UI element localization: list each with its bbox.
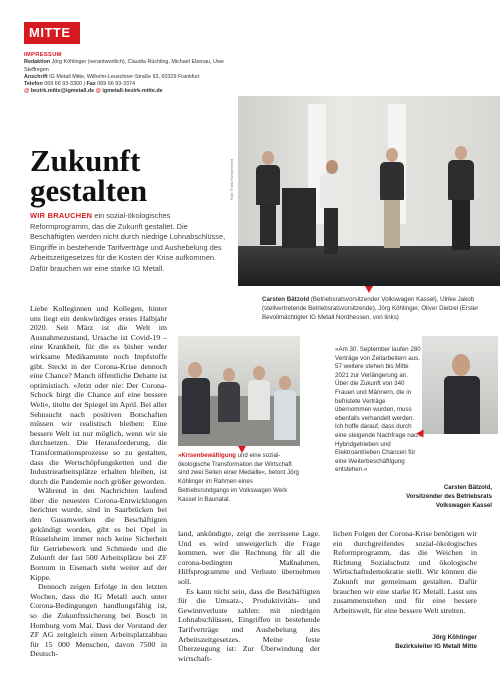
- fax-label: Fax: [86, 81, 96, 88]
- paragraph: Liebe Kolleginnen und Kollegen, hinter uns liegt ein denkwürdiges erstes Halbjahr 2020. Seit März ist die Welt im Ausnahmezustand, Ursache ist Covid-19 – eine Krankheit, für die es bisher weder wirksame Medikamente noch Impfstoffe gibt. Steckt in der Corona-Krise dennoch eine Chance? Manch öffentliche Debatte ist optimistisch. »Jetzt oder nie: Der Corona-Schock birgt die Chance auf eine bessere Welt«, titelte der Spiegel im April. Bei aller Sehnsucht nach positiven Botschaften müssen wir realistisch bleiben: Eine bessere Welt ist nur möglich, wenn wir sie durchsetzen. Die Herausforderung, die Transformationsprozesse so zu gestalten, dass die Wertschöpfungsketten und die Industriearbeitsplätze erhalten bleiben, ist durch die Pandemie noch größer geworden.: [30, 304, 167, 486]
- paragraph: land, ankündigte, zeigt die zerrissene Lage. Und es wird unweigerlich die Frage kommen, wer die Rechnung für all die corona-bedingten Maßnahmen, Hilfsprogramme und Verluste übernehmen soll.: [178, 529, 320, 586]
- article-lead: [30, 211, 230, 274]
- lectern: [282, 188, 316, 248]
- caption-name: Carsten Bätzold: [262, 296, 310, 303]
- photo-credit: Foto: Frank Rumpenhorst: [230, 159, 234, 200]
- paragraph: Es kann nicht sein, dass die Beschäftigten für die Umsatz-, Produktivitäts- und Gewinnverluste zahlen: mit niedrigen Lohnabschlüssen, Eingriffen in bestehende Tarifverträge und Aushebelung des Arbeitszeitgesetzes. Meine feste Überzeugung ist: Zur Überwindung der wirtschaft-: [178, 586, 320, 663]
- anschrift-label: Anschrift: [24, 73, 48, 80]
- impressum-heading: IMPRESSUM: [24, 52, 62, 58]
- paragraph: Dennoch zeigen Erfolge in den letzten Wochen, dass die IG Metall auch unter Corona-Bedingungen handlungsfähig ist, so die Zukunftssicherung bei Bosch in Homburg vom Mai. Dass der Vorstand der ZF AG zeitgleich einen Arbeitsplatzabbau für 15 000 Menschen, davon 7500 in Deutsch-: [30, 582, 167, 659]
- web-link[interactable]: igmetall-bezirk-mitte.de: [102, 88, 163, 95]
- section-label: MITTE: [29, 25, 71, 40]
- quote-author: Carsten Bätzold,: [443, 484, 492, 491]
- anschrift-text: IG Metall Mitte, Wilhelm-Leuschner-Straße 93, 60329 Frankfurt: [49, 73, 200, 80]
- author-signature: [340, 633, 477, 651]
- signature-role: Bezirksleiter IG Metall Mitte: [395, 643, 477, 650]
- telefon-text: 069 66 93-3300: [44, 81, 83, 88]
- email-link[interactable]: bezirk.mitte@igmetall.de: [30, 88, 95, 95]
- lead-highlight: WIR BRAUCHEN: [30, 211, 93, 220]
- caption-text: (Betriebsratsvorsitzender Volkswagen Kassel), Ulrike Jakob (stellvertretende Betriebsratsvorsitzende), Jörg Köhlinger, Oliver Dietzel (Erster Bevollmächtigter IG Metall Nordhessen, von links): [262, 296, 479, 321]
- title-line-2: gestalten: [30, 173, 148, 208]
- tour-photo: [178, 336, 300, 446]
- caption-highlight: »Krisenbewältigung: [178, 452, 236, 459]
- impressum: IMPRESSUM Redaktion Jörg Köhlinger (verantwortlich), Claudia Rüchling, Michael Ebenau, Uwe Steffregen Anschrift IG Metall Mitte, Wilhelm-Leuschner-Straße 93, 60329 Frankfurt Telefon 069 66 93-3300 | Fax 069 66 93-3374 @ bezirk.mitte@igmetall.de @ igmetall-bezirk-mitte.de: [24, 52, 234, 96]
- telefon-label: Telefon: [24, 81, 43, 88]
- group-photo: [238, 96, 500, 286]
- caption-pointer-icon: [365, 286, 373, 293]
- email-icon: @: [24, 88, 30, 95]
- article-column-2: [178, 529, 320, 663]
- photo1-caption: [262, 295, 494, 322]
- quote-attribution: [340, 484, 492, 510]
- article-column-3: [333, 529, 477, 615]
- section-bar: [24, 22, 80, 44]
- signature-name: Jörg Köhlinger: [432, 634, 477, 641]
- quote-role-1: Vorsitzender des Betriebsrats: [406, 492, 492, 500]
- title-line-1: Zukunft: [30, 143, 141, 178]
- paragraph: Während in den Nachrichten laufend über die neuesten Corona-Entwicklungen berichtet wurde, sind in Saarbrücken bei den Gussmwerken die Beschäftigten gekündigt worden, gibt es bei Opel in Rüsselsheim immer noch keine Sicherheit für Getriebewerk und Schmiede und die Zukunft der fast 500 Arbeitsplätze bei ZF Bornum in Eisenach steht weiter auf der Kippe.: [30, 486, 167, 582]
- web-icon: @: [95, 88, 101, 95]
- photo2-caption: [178, 452, 302, 504]
- article-column-1: [30, 304, 167, 659]
- lead-text: ein sozial-ökologisches Reformprogramm, das die Zukunft gestaltet. Die Beschäftigten werden nicht durch niedrige Lohnabschlüsse, Eingriffe in bestehende Tarifverträge und Aushebelung des Arbeitszeitgesetzes für die Kosten der Krise aufkommen. Dafür brauchen wir eine starke IG Metall.: [30, 211, 226, 273]
- quote-role-2: Volkswagen Kassel: [435, 501, 492, 509]
- redaktion-label: Redaktion: [24, 59, 51, 66]
- caption-text: und eine sozial-ökologische Transformation der Wirtschaft sind zwei Seiten einer Medaille«, betont Jörg Köhlinger im Rahmen eines Betriebsrundgangs im Volkswagen Werk Kassel in Baunatal.: [178, 452, 299, 503]
- pull-quote: »Am 30. September laufen 280 Verträge von Zeitarbeitern aus. 57 weitere stehen bis Mitte 2021 zur Verlängerung an. Über die Zukunft von 340 Frauen und Männern, die in befristete Verträge übernommen wurden, muss ebenfalls verhandelt werden. Ich hoffe darauf, dass durch eine steigende Nachfrage nach Hybridgetrieben und Elektroantrieben Chancen für eine Weiterbeschäftigung entstehen.«: [335, 346, 421, 474]
- portrait-photo: [422, 336, 498, 434]
- article-title: [30, 143, 148, 208]
- quote-pointer-icon: [417, 430, 424, 438]
- fax-text: 069 66 93-3374: [97, 81, 136, 88]
- redaktion-text: Jörg Köhlinger (verantwortlich), Claudia Rüchling, Michael Ebenau, Uwe Steffregen: [24, 59, 224, 73]
- paragraph: lichen Folgen der Corona-Krise benötigen wir ein durchgreifendes sozial-ökologisches Reformprogramm, das die Weichen in Richtung Sozialschutz und ökologische Wirtschaftsdemokratie stellt. Wir können die Zukunft nur gemeinsam gestalten. Dafür brauchen wir eine starke IG Metall. Lasst uns zusammenstehen und für eine bessere Arbeitswelt, für eine bessere Welt streiten.: [333, 529, 477, 615]
- photo-floor: [238, 246, 500, 286]
